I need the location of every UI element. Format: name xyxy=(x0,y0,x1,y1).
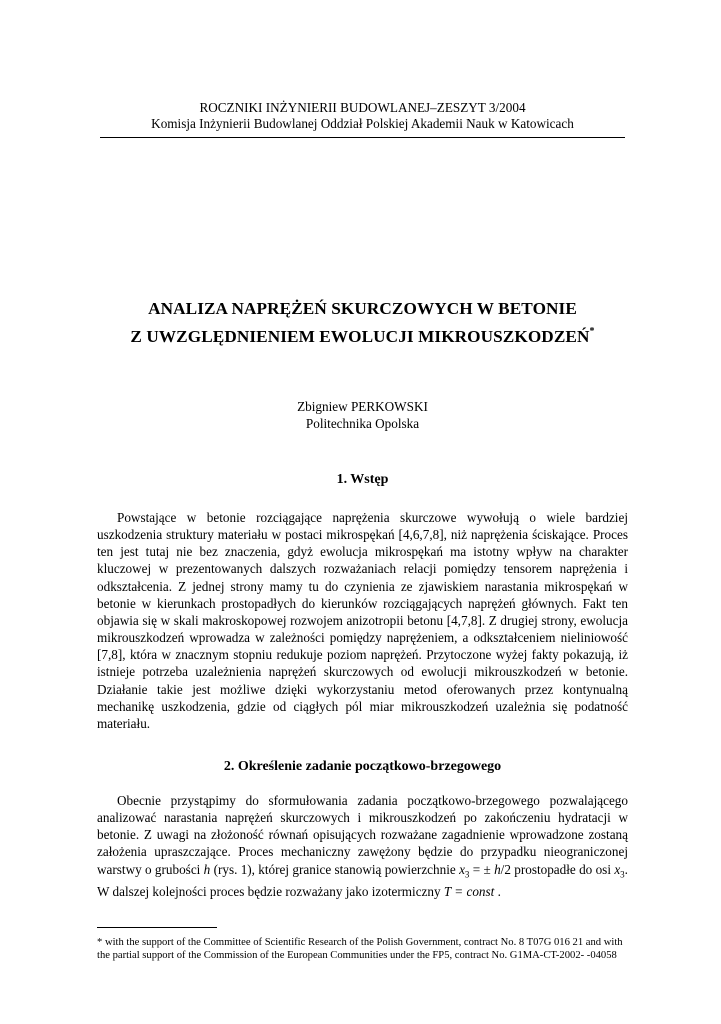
paper-title-line-2 xyxy=(90,320,635,348)
section-heading-2: 2. Określenie zadanie początkowo-brzegowego xyxy=(223,759,502,774)
sub-3: 3 xyxy=(464,869,470,880)
header-divider xyxy=(100,137,625,138)
journal-header xyxy=(100,100,625,132)
paper-title xyxy=(90,297,635,348)
section-2-text-2: (rys. 1), której granice stanowią powierzchnie xyxy=(210,861,460,877)
paper-title-line-1: ANALIZA NAPRĘŻEŃ SKURCZOWYCH W BETONIE xyxy=(148,299,577,318)
footnote-divider xyxy=(97,927,217,928)
equation-middle: = ± xyxy=(469,861,495,877)
var-h-2: h xyxy=(494,861,501,877)
paper-title-line-2-text: Z UWZGLĘDNIENIEM EWOLUCJI MIKROUSZKODZEŃ xyxy=(130,327,590,346)
section-2-text-1: Obecnie przystąpimy do sformułowania zadania początkowo-brzegowego pozwalającego analizować narastania naprężeń skurczowych i mikrouszkodzeń po zakończeniu hydratacji w betonie. Z uwagi na złożoność równań opisujących rozważane zagadnienie wprowadzone zostaną założenia upraszczające. Proces mechaniczny zawężony będzie do przypadku nieograniczonej warstwy o grubości xyxy=(97,793,628,877)
journal-title: ROCZNIKI INŻYNIERII BUDOWLANEJ–ZESZYT 3/2004 xyxy=(199,100,526,115)
author-name: Zbigniew PERKOWSKI xyxy=(297,399,428,414)
section-2-text-3: . W dalszej kolejności proces będzie rozważany jako izotermiczny xyxy=(97,861,628,900)
var-x3: x xyxy=(459,861,465,877)
sub-3-axis: 3 xyxy=(620,869,625,880)
journal-publisher: Komisja Inżynierii Budowlanej Oddział Polskiej Akademii Nauk w Katowicach xyxy=(151,116,574,131)
footnote: * with the support of the Committee of Scientific Research of the Polish Government, contract No. 8 T07G 016 21 and with the partial support of the Commission of the European Communities under the FP5, contract No. G1MA-CT-2002- -04058 xyxy=(97,937,623,962)
section-2-end: . xyxy=(494,884,501,900)
author-block xyxy=(100,398,625,432)
isothermal-formula: T = const xyxy=(443,884,495,900)
section-1-paragraph: Powstające w betonie rozciągające naprężenia skurczowe wywołują o wiele bardziej uszkodzenia struktury materiału w postaci mikrospękań [4,6,7,8], niż naprężenia ściskające. Proces ten jest tutaj nie bez znaczenia, gdyż ewolucja mikrospękań ma istotny wpływ na charakter kluczowej w prezentowanych dalszych rozważaniach relacji pomiędzy tensorem naprężenia i odkształcenia. Z jednej strony mamy tu do czynienia ze zjawiskiem narastania mikrospękań w betonie w kierunkach prostopadłych do kierunków rozciągających naprężeń głównych. Fakt ten objawia się w skali makroskopowej rozwojem anizotropii betonu [4,7,8]. Z drugiej strony, ewolucja mikrouszkodzeń wprowadza w zależności pomiędzy naprężeniem, a odkształceniem nieliniowość [7,8], która w znacznym stopniu redukuje poziom naprężeń. Przytoczone wyżej fakty pokazują, iż istnieje potrzeba uzależnienia naprężeń skurczowych od ewolucji mikrouszkodzeń w betonie. Działanie takie jest możliwe dzięki wykorzystaniu metod oferowanych przez kontynualną mechanikę uszkodzenia, gdzie od ciągłych pól miar mikrouszkodzeń uzależnia się podatność materiału. xyxy=(97,510,628,731)
section-2-paragraph xyxy=(97,792,628,901)
equation-tail: /2 prostopadłe do osi xyxy=(500,861,615,877)
var-h: h xyxy=(203,861,211,877)
title-footnote-mark: * xyxy=(589,326,595,337)
var-x3-axis: x xyxy=(614,861,621,877)
section-heading-1: 1. Wstęp xyxy=(336,472,389,487)
author-affiliation: Politechnika Opolska xyxy=(305,416,420,431)
